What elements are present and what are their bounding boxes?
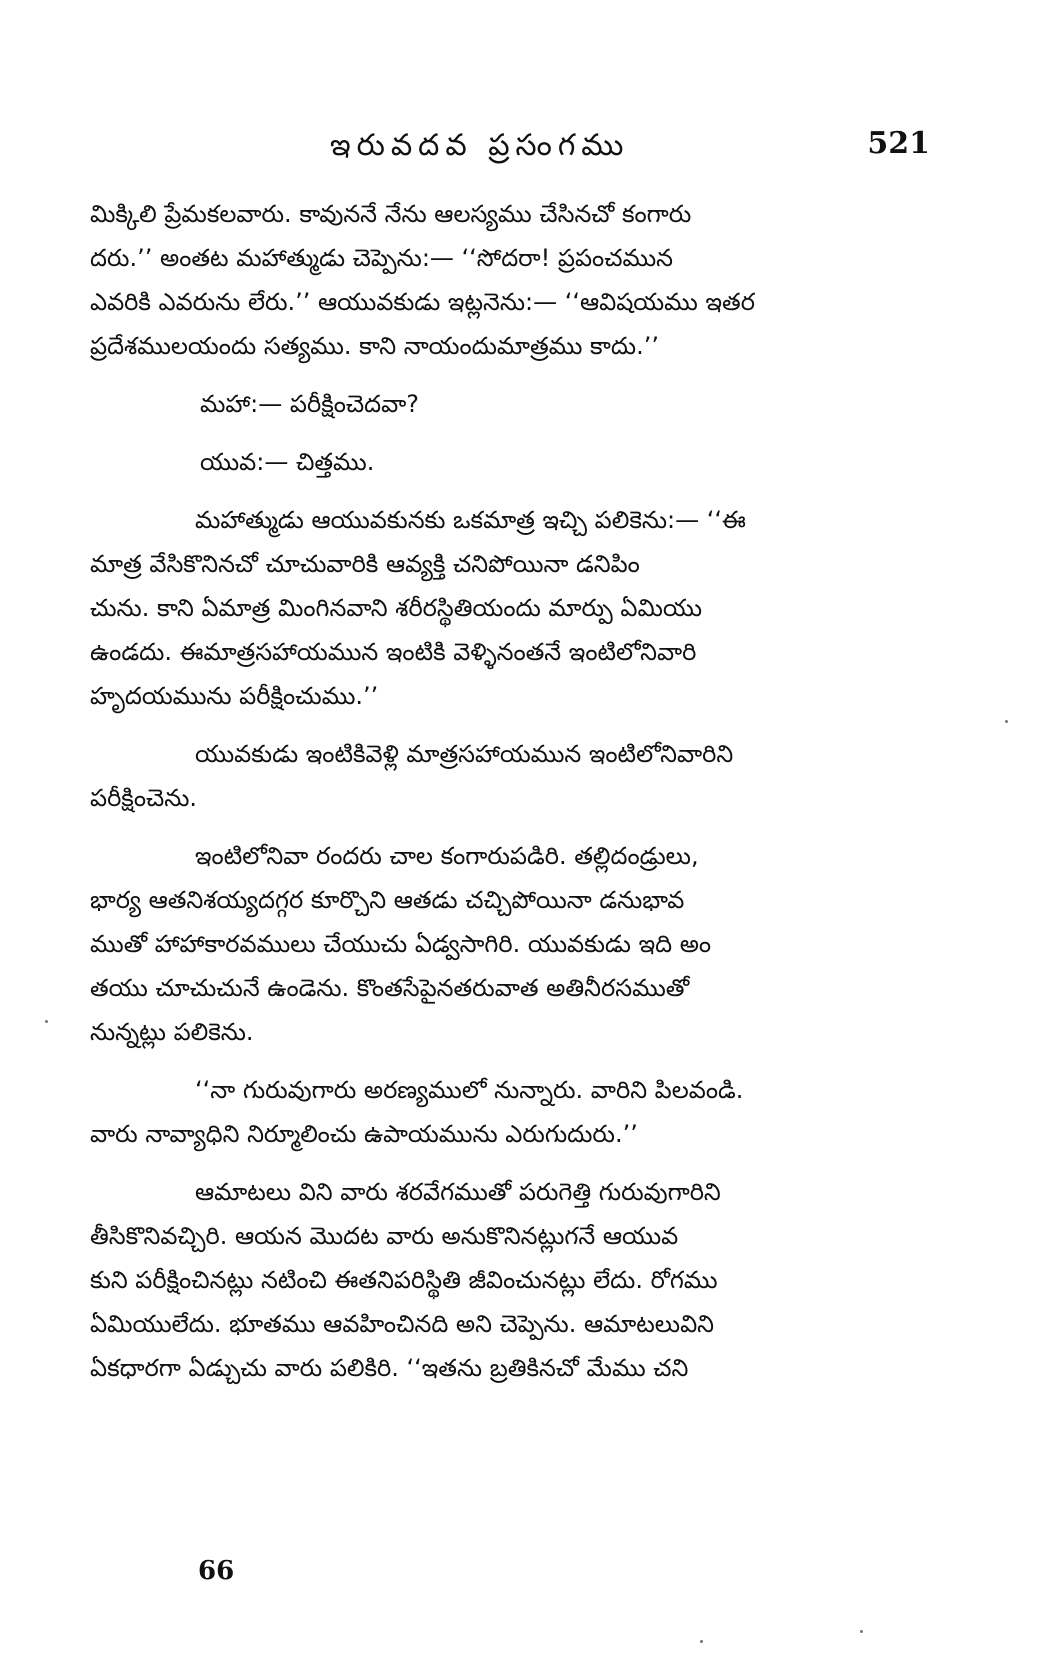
text-line: తయు చూచుచునే ఉండెను. కొంతసేపైనతరువాత అతినీరసముతో (90, 974, 690, 1002)
text-line: భార్య ఆతనిశయ్యదగ్గర కూర్చొని ఆతడు చచ్చిపోయినా డనుభావ (90, 886, 685, 914)
paragraph-first-line: ఇంటిలోనివా రందరు చాల కంగారుపడిరి. తల్లిదండ్రులు, (195, 842, 699, 870)
text-line: పరీక్షించెను. (90, 784, 198, 812)
text-line: నున్నట్లు పలికెను. (90, 1018, 254, 1046)
paragraph-first-line: మహాత్ముడు ఆయువకునకు ఒకమాత్ర ఇచ్చి పలికెను:— ‘‘ఈ (195, 506, 746, 534)
paragraph-first-line: ‘‘నా గురువుగారు అరణ్యములో నున్నారు. వారిని పిలవండి. (195, 1076, 744, 1104)
running-title: ఇరువదవ ప్రసంగము (330, 128, 630, 163)
text-line: ముతో హాహాకారవములు చేయుచు ఏడ్వసాగిరి. యువకుడు ఇది అం (90, 930, 712, 958)
text-line: మిక్కిలి ప్రేమకలవారు. కావుననే నేను ఆలస్యము చేసినచో కంగారు (90, 200, 692, 228)
paragraph-gap (90, 718, 945, 732)
text-line: హృదయమును పరీక్షించుము.’’ (90, 682, 379, 710)
paragraph-first-line: యువకుడు ఇంటికివెళ్లి మాత్రసహాయమున ఇంటిలోనివారిని (195, 740, 734, 768)
paragraph-gap (90, 484, 945, 498)
text-line: ఏమియులేదు. భూతము ఆవహించినది అని చెప్పెను. ఆమాటలువిని (90, 1310, 714, 1338)
text-line: ప్రదేశములయందు సత్యము. కాని నాయందుమాత్రము కాదు.’’ (90, 332, 659, 360)
text-line: ఎవరికి ఎవరును లేరు.’’ ఆయువకుడు ఇట్లనెను:— ‘‘ఆవిషయము ఇతర (90, 288, 755, 316)
paragraph-gap (90, 368, 945, 382)
dialog-line: మహా:— పరీక్షించెదవా? (200, 390, 419, 418)
paragraph-gap (90, 1054, 945, 1068)
text-line: తీసికొనివచ్చిరి. ఆయన మొదట వారు అనుకొనినట్లుగనే ఆయువ (90, 1222, 679, 1250)
text-line: దరు.’’ అంతట మహాత్ముడు చెప్పెను:— ‘‘సోదరా! ప్రపంచమున (90, 244, 673, 272)
paragraph-first-line: ఆమాటలు విని వారు శరవేగముతో పరుగెత్తి గురువుగారిని (195, 1178, 721, 1206)
text-line: కుని పరీక్షించినట్లు నటించి ఈతనిపరిస్థితి జీవించునట్లు లేదు. రోగము (90, 1266, 718, 1294)
text-line: చును. కాని ఏమాత్ర మింగినవాని శరీరస్థితియందు మార్పు ఏమియు (90, 594, 703, 622)
page-body (90, 192, 945, 1390)
page-header (330, 128, 930, 168)
dialog-line: యువ:— చిత్తము. (200, 448, 375, 476)
paragraph-gap (90, 426, 945, 440)
paragraph-gap (90, 820, 945, 834)
scan-speck (700, 1640, 703, 1643)
scan-speck (45, 1020, 48, 1023)
paragraph-gap (90, 1156, 945, 1170)
signature-mark: 66 (198, 1556, 235, 1586)
page-number: 521 (867, 126, 930, 161)
scan-speck (1005, 720, 1008, 723)
text-line: ఏకధారగా ఏడ్చుచు వారు పలికిరి. ‘‘ఇతను బ్రతికినచో మేము చని (90, 1354, 689, 1382)
text-line: మాత్ర వేసికొనినచో చూచువారికి ఆవ్యక్తి చనిపోయినా డనిపిం (90, 550, 640, 578)
text-line: ఉండదు. ఈమాత్రసహాయమున ఇంటికి వెళ్ళినంతనే ఇంటిలోనివారి (90, 638, 697, 666)
text-line: వారు నావ్యాధిని నిర్మూలించు ఉపాయమును ఎరుగుదురు.’’ (90, 1120, 638, 1148)
scan-speck (860, 1630, 863, 1633)
